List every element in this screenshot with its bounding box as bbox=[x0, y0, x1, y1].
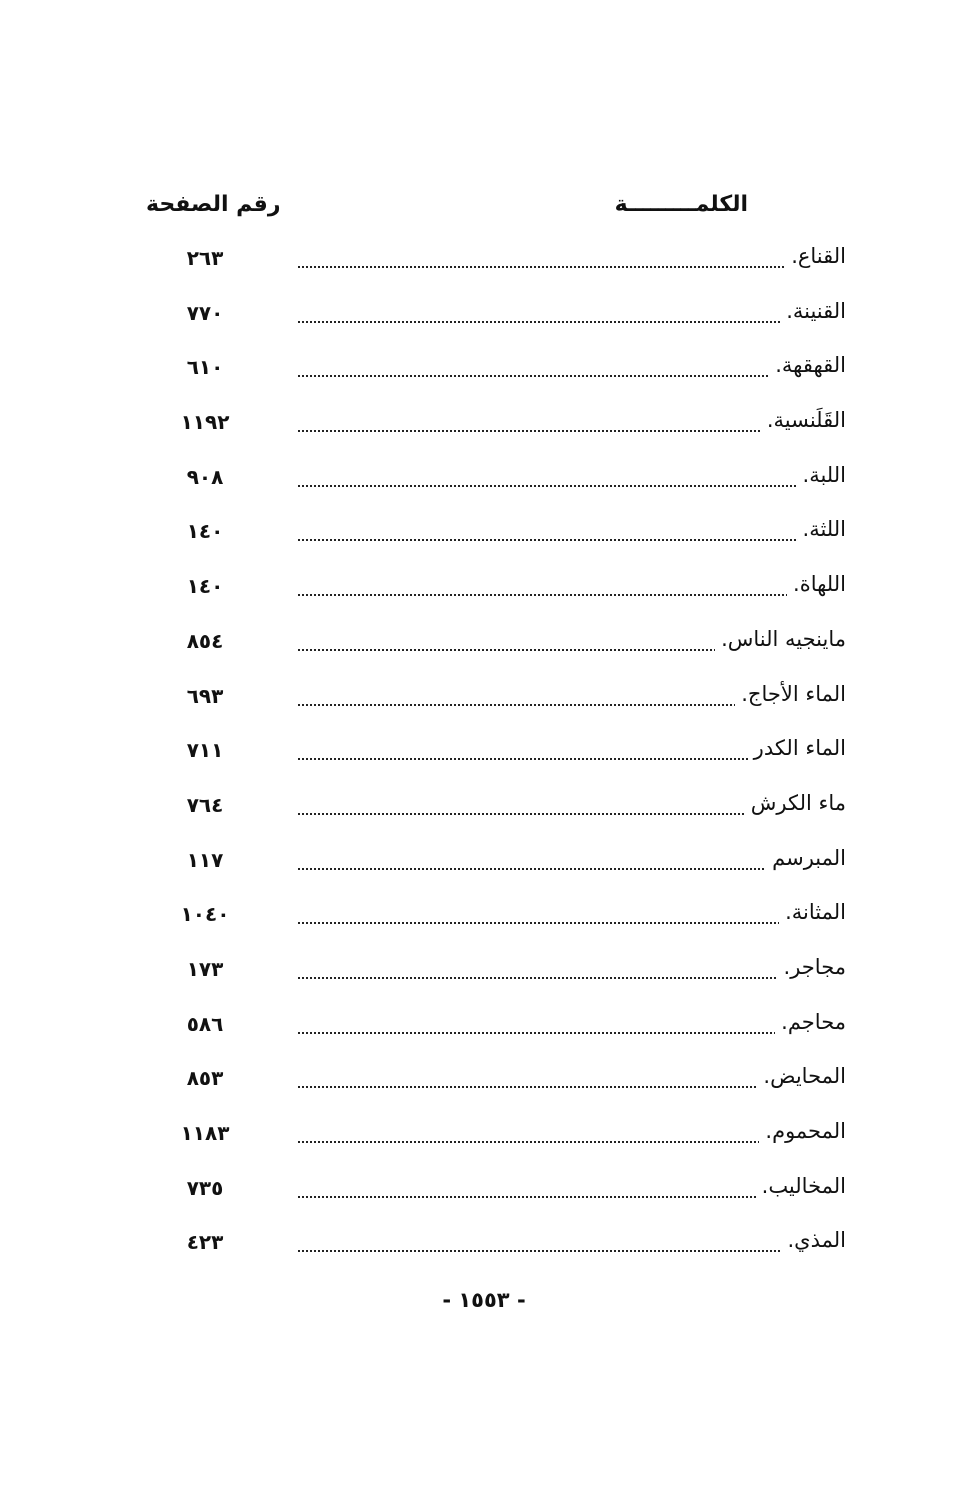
entry-page-number: ٧٣٥ bbox=[186, 1175, 224, 1200]
dot-leader bbox=[298, 430, 840, 432]
dot-leader bbox=[298, 977, 840, 979]
entry-word: الماء الكدر bbox=[748, 736, 846, 760]
entry-word: اللهاة. bbox=[787, 572, 846, 596]
index-entry bbox=[150, 459, 850, 514]
index-entry bbox=[150, 951, 850, 1006]
entry-word: المخاليب. bbox=[756, 1174, 846, 1198]
dot-leader bbox=[298, 485, 840, 487]
dot-leader bbox=[298, 1250, 840, 1252]
entry-page-number: ١١٩٢ bbox=[180, 410, 230, 435]
table-header bbox=[130, 192, 850, 228]
entry-word: القناع. bbox=[785, 244, 846, 268]
entry-page-number: ٥٨٦ bbox=[186, 1011, 224, 1036]
dot-leader bbox=[298, 868, 840, 870]
entry-page-number: ٧٦٤ bbox=[186, 792, 224, 817]
index-entry bbox=[150, 404, 850, 459]
index-entry bbox=[150, 787, 850, 842]
entry-page-number: ١١٧ bbox=[186, 847, 224, 872]
index-entry bbox=[150, 1170, 850, 1225]
entry-page-number: ٨٥٣ bbox=[186, 1066, 224, 1091]
index-entry bbox=[150, 240, 850, 295]
index-entry bbox=[150, 513, 850, 568]
dot-leader bbox=[298, 266, 840, 268]
index-entry bbox=[150, 623, 850, 678]
index-entry bbox=[150, 842, 850, 897]
entry-page-number: ٤٢٣ bbox=[186, 1230, 224, 1255]
entry-word: المذي. bbox=[781, 1228, 846, 1252]
entry-word: اللبة. bbox=[797, 463, 846, 487]
index-entry bbox=[150, 732, 850, 787]
entry-word: محاجم. bbox=[775, 1010, 846, 1034]
entry-page-number: ٩٠٨ bbox=[186, 464, 224, 489]
entry-page-number: ٨٥٤ bbox=[186, 628, 224, 653]
entry-page-number: ٢٦٣ bbox=[186, 246, 224, 270]
dot-leader bbox=[298, 375, 840, 377]
entry-page-number: ٦١٠ bbox=[186, 355, 224, 380]
entry-page-number: ١٤٠ bbox=[186, 574, 224, 599]
index-entry bbox=[150, 1224, 850, 1279]
entry-page-number: ٧٧٠ bbox=[186, 300, 224, 325]
entry-page-number: ١٤٠ bbox=[186, 519, 224, 544]
dot-leader bbox=[298, 1032, 840, 1034]
page-column-title: رقم الصفحة bbox=[146, 192, 281, 217]
entry-page-number: ٦٩٣ bbox=[186, 683, 224, 708]
dot-leader bbox=[298, 594, 840, 596]
entry-word: مجاجر. bbox=[778, 955, 846, 979]
index-entry bbox=[150, 349, 850, 404]
dot-leader bbox=[298, 539, 840, 541]
entry-word: المثانة. bbox=[779, 900, 846, 924]
entry-word: ماينجيه الناس. bbox=[715, 627, 846, 651]
entry-word: اللثة. bbox=[797, 517, 846, 541]
index-entry bbox=[150, 1006, 850, 1061]
entry-word: الماء الأجاج. bbox=[735, 682, 846, 706]
entry-word: المحموم. bbox=[759, 1119, 846, 1143]
index-entry bbox=[150, 678, 850, 733]
entry-word: المبرسم bbox=[766, 846, 846, 870]
index-entry bbox=[150, 896, 850, 951]
page-number: - ١٥٥٣ - bbox=[442, 1288, 526, 1312]
entry-page-number: ١١٨٣ bbox=[180, 1121, 230, 1145]
index-entries bbox=[150, 240, 850, 1279]
index-entry bbox=[150, 295, 850, 350]
entry-word: القنينة. bbox=[780, 299, 846, 323]
dot-leader bbox=[298, 321, 840, 323]
entry-word: المحايض. bbox=[757, 1064, 846, 1088]
dot-leader bbox=[298, 922, 840, 924]
index-entry bbox=[150, 1115, 850, 1170]
entry-word: ماء الكرش bbox=[745, 791, 846, 815]
index-entry bbox=[150, 1060, 850, 1115]
entry-word: القَلَنسية. bbox=[761, 408, 846, 432]
entry-page-number: ٧١١ bbox=[186, 738, 224, 763]
entry-page-number: ١٧٣ bbox=[186, 956, 224, 981]
entry-page-number: ١٠٤٠ bbox=[180, 902, 230, 927]
entry-word: القهقهة. bbox=[769, 353, 846, 377]
index-entry bbox=[150, 568, 850, 623]
word-column-title: الكلمـــــــــة bbox=[614, 192, 748, 217]
